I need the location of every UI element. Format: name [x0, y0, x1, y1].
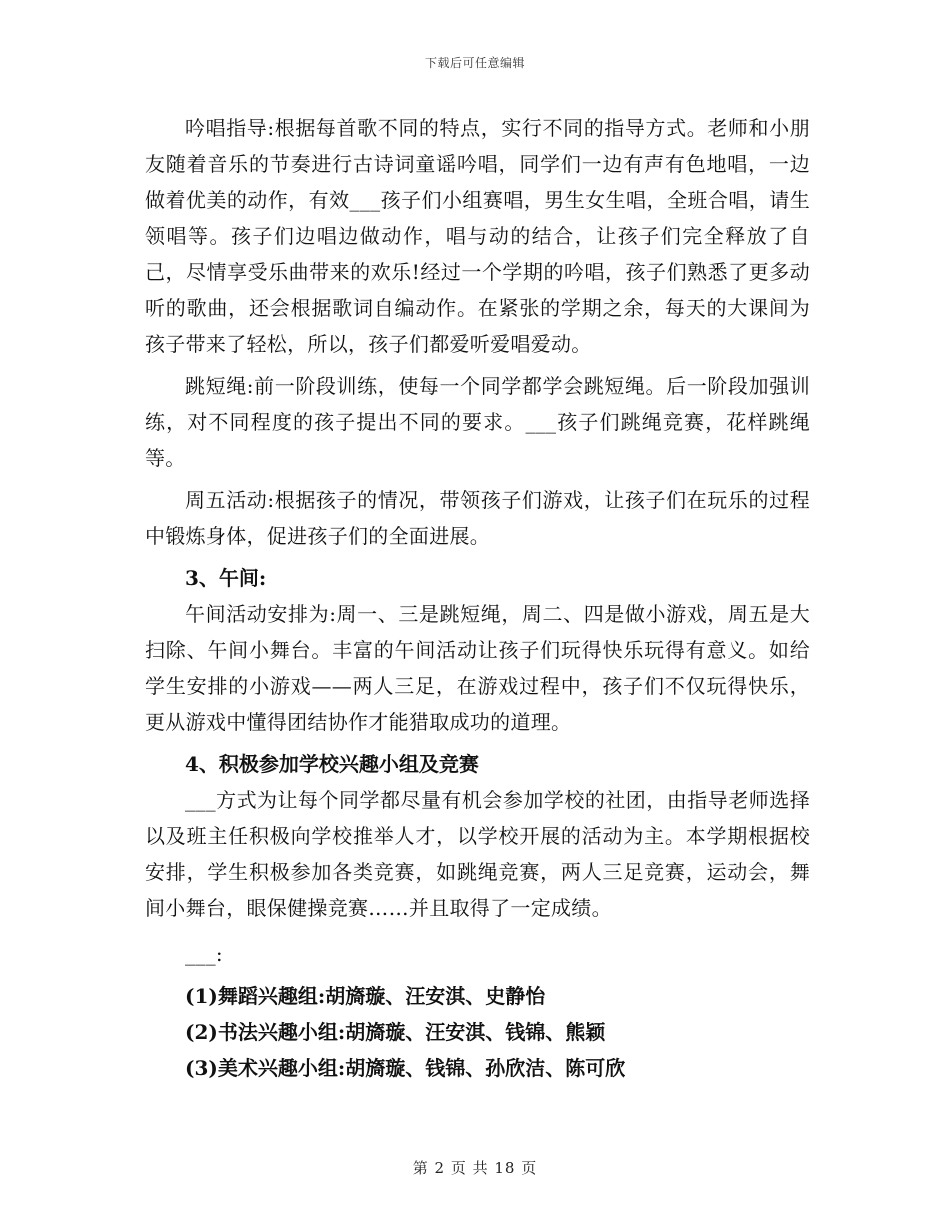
paragraph-noon-activity: 午间活动安排为:周一、三是跳短绳，周二、四是做小游戏，周五是大扫除、午间小舞台。丰富的午间活动让孩子们玩得快乐玩得有意义。如给学生安排的小游戏——两人三足，在游戏过程中，孩子们不仅玩得快乐，更从游戏中懂得团结协作才能猎取成功的道理。 — [145, 602, 810, 734]
page-header: 下载后可任意编辑 — [424, 56, 525, 70]
paragraph-singing-guidance: 吟唱指导:根据每首歌不同的特点，实行不同的指导方式。老师和小朋友随着音乐的节奏进行古诗词童谣吟唱，同学们一边有声有色地唱，一边做着优美的动作，有效___孩子们小组赛唱，男生女生唱，全班合唱，请生领唱等。孩子们边唱边做动作，唱与动的结合，让孩子们完全释放了自己，尽情享受乐曲带来的欢乐!经过一个学期的吟唱，孩子们熟悉了更多动听的歌曲，还会根据歌词自编动作。在紧张的学期之余，每天的大课间为孩子带来了轻松，所以，孩子们都爱听爱唱爱动。 — [145, 116, 810, 356]
document-body — [145, 110, 810, 1086]
section-heading-noon: 3、午间: — [185, 566, 267, 590]
group-item-dance: (1)舞蹈兴趣组:胡旖璇、汪安淇、史静怡 — [185, 984, 546, 1008]
groups-intro: ___: — [185, 942, 223, 966]
paragraph-clubs: ___方式为让每个同学都尽量有机会参加学校的社团，由指导老师选择以及班主任积极向学校推举人才，以学校开展的活动为主。本学期根据校安排，学生积极参加各类竞赛，如跳绳竞赛，两人三足竞赛，运动会，舞间小舞台，眼保健操竞赛……并且取得了一定成绩。 — [145, 788, 810, 920]
group-item-art: (3)美术兴趣小组:胡旖璇、钱锦、孙欣洁、陈可欣 — [185, 1056, 626, 1080]
paragraph-rope-skipping: 跳短绳:前一阶段训练，使每一个同学都学会跳短绳。后一阶段加强训练，对不同程度的孩子提出不同的要求。___孩子们跳绳竞赛，花样跳绳等。 — [145, 374, 810, 470]
page-footer: 第 2 页 共 18 页 — [412, 1159, 538, 1177]
paragraph-friday-activity: 周五活动:根据孩子的情况，带领孩子们游戏，让孩子们在玩乐的过程中锻炼身体，促进孩子们的全面进展。 — [145, 488, 810, 548]
group-item-calligraphy: (2)书法兴趣小组:胡旖璇、汪安淇、钱锦、熊颖 — [185, 1020, 606, 1044]
section-heading-clubs: 4、积极参加学校兴趣小组及竞赛 — [185, 752, 479, 776]
